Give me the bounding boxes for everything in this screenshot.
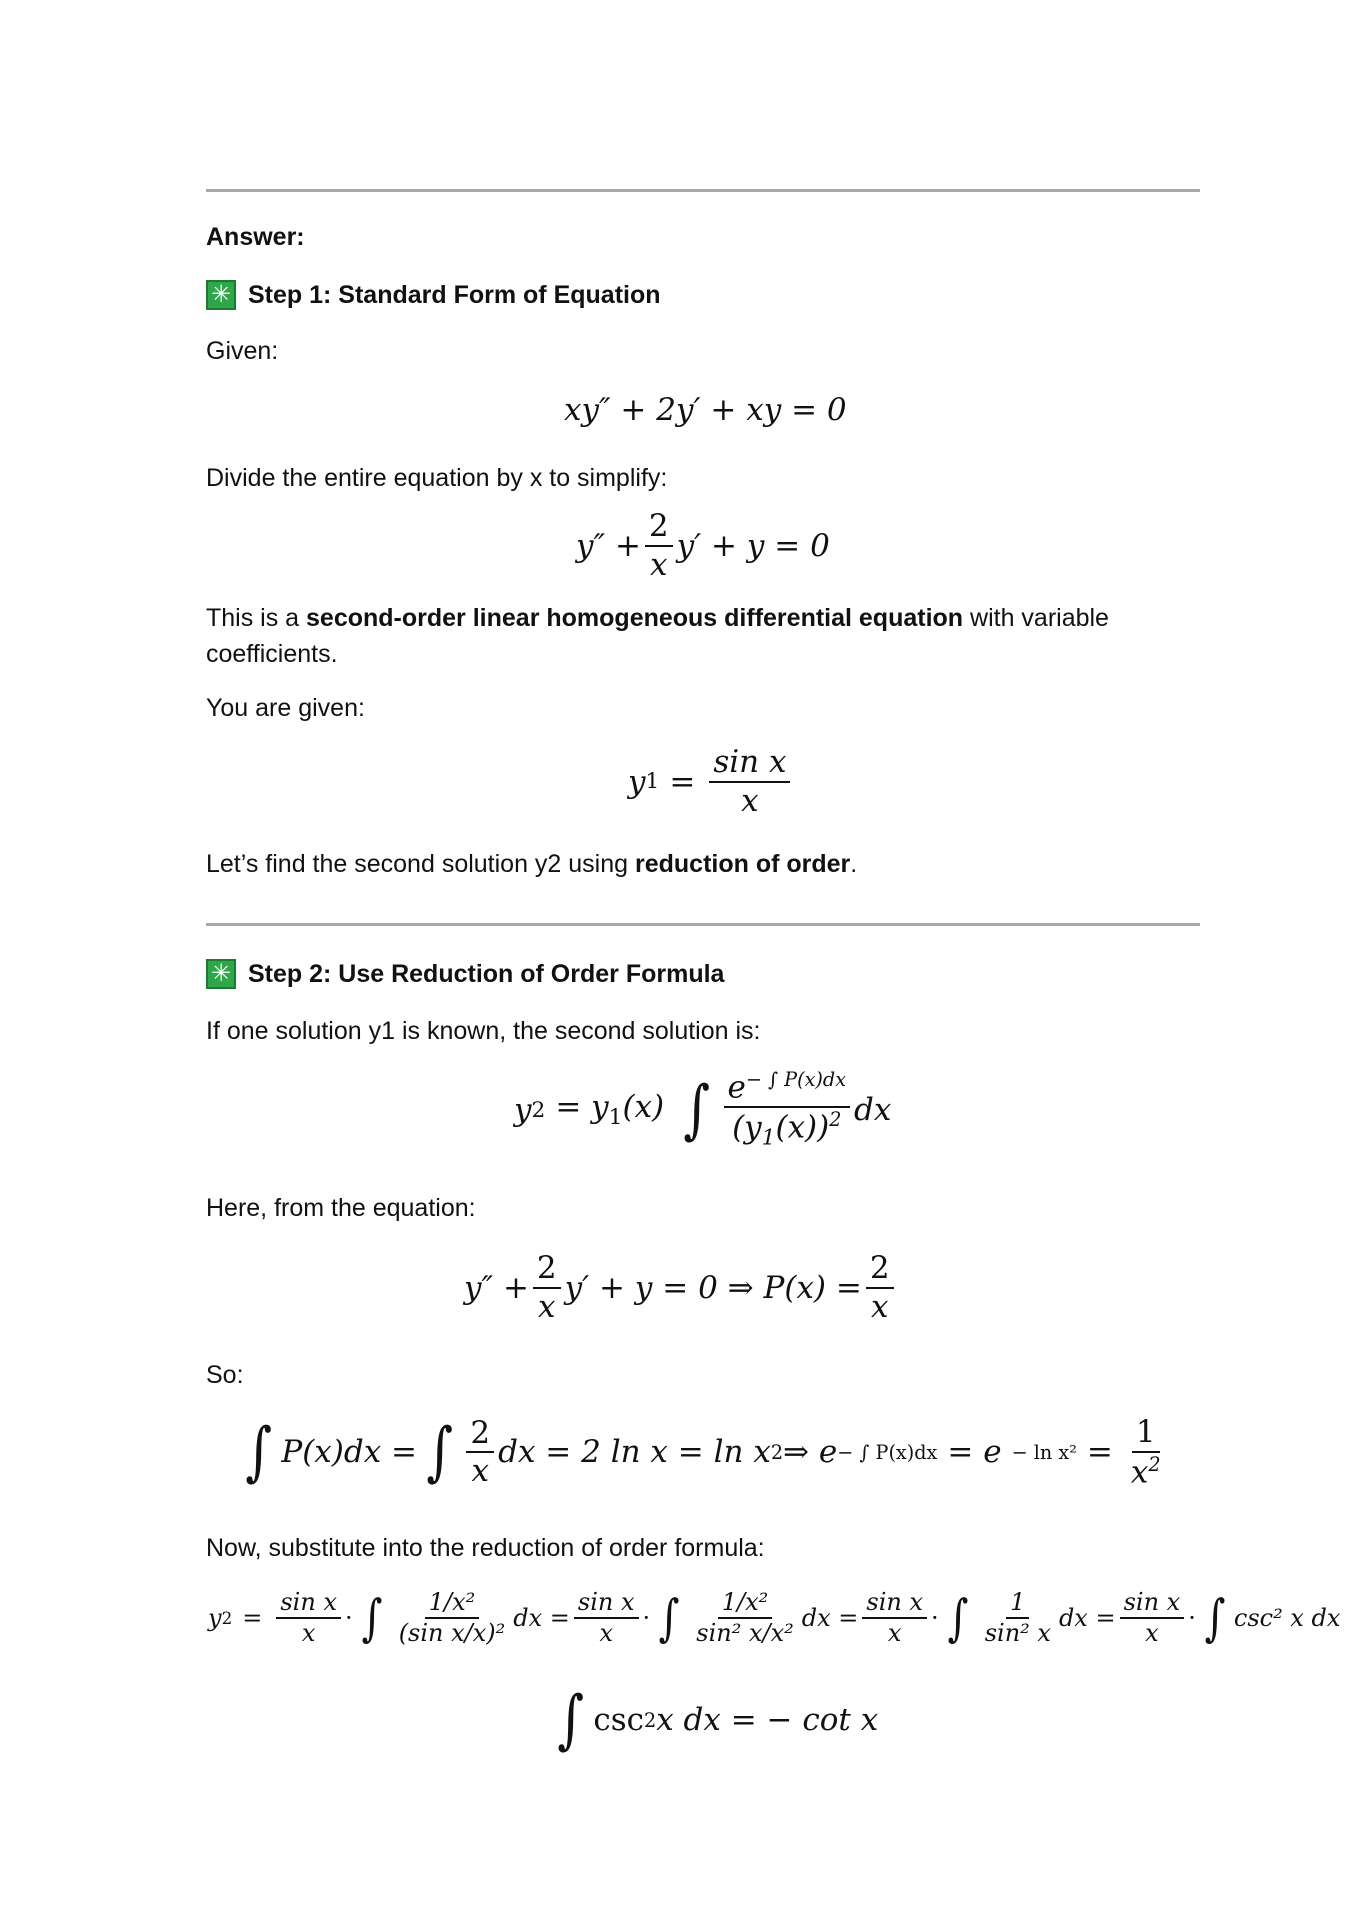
dot-4: · [1188, 1604, 1196, 1633]
integral-sign-icon: ∫ [557, 1683, 585, 1757]
formula-den: (y [732, 1109, 762, 1146]
p-of-x-equation [464, 1252, 898, 1323]
t5-den: x [887, 1619, 902, 1648]
integral-sign-icon: ∫ [1204, 1589, 1226, 1648]
int-line-e: = [1086, 1434, 1113, 1471]
equation-description [206, 600, 1109, 636]
integral-sign-icon: ∫ [361, 1589, 383, 1648]
int-line-den: x [471, 1453, 489, 1490]
equation-standard-form [576, 510, 830, 581]
desc-post: with variable [963, 604, 1109, 632]
sub-eq: = [242, 1604, 263, 1633]
desc-pre: This is a [206, 604, 307, 632]
integral-sign-icon: ∫ [658, 1589, 680, 1648]
formula-eq: = y [555, 1089, 609, 1126]
middle-divider [206, 923, 1200, 926]
equation-original-text: xy″ + 2y′ + xy = 0 [564, 392, 847, 428]
t6-num: 1 [1006, 1590, 1029, 1619]
dot-2: · [642, 1604, 651, 1633]
so-label: So: [206, 1361, 244, 1389]
t6-den: sin² x [984, 1619, 1051, 1648]
formula-y1-sub: 1 [608, 1105, 623, 1131]
int-line-num2: 1 [1132, 1416, 1160, 1453]
t3-num: sin x [574, 1590, 639, 1619]
p-eq-num: 2 [533, 1252, 561, 1289]
y1-eq: = [669, 763, 696, 800]
y1-lhs: y [628, 763, 646, 800]
eq2-frac-num: 2 [645, 510, 673, 547]
t1-num: sin x [276, 1590, 341, 1619]
t2-num: 1/x² [425, 1590, 480, 1619]
reduction-formula [514, 1070, 891, 1150]
substitution-chain [208, 1590, 1340, 1646]
t7-num: sin x [1120, 1590, 1185, 1619]
formula-lhs-sub: 2 [531, 1097, 546, 1123]
sub-tail: csc² x dx [1233, 1604, 1341, 1633]
top-divider [206, 189, 1200, 192]
formula-lhs: y [514, 1092, 532, 1129]
answer-label: Answer: [206, 223, 305, 251]
int-line-den2-sup: 2 [1148, 1452, 1161, 1476]
p-eq-a: y″ + [464, 1269, 529, 1306]
t4-den: sin² x/x² [696, 1619, 794, 1648]
equation-original [564, 392, 847, 428]
find-pre: Let’s find the second solution y2 using [206, 850, 635, 878]
dx-3: dx = [1058, 1604, 1116, 1633]
given-label: Given: [206, 337, 279, 365]
p-eq-fraction2 [866, 1252, 894, 1323]
integral-sign-icon: ∫ [683, 1073, 711, 1148]
reduction-intro [206, 846, 857, 882]
equation-y1 [628, 746, 794, 817]
p-eq-den2: x [870, 1288, 889, 1325]
int-line-d: = e [947, 1434, 1002, 1471]
int-line-den2: x [1130, 1453, 1149, 1490]
formula-den-tail: (x)) [775, 1109, 830, 1146]
t2-den: (sin x/x)² [398, 1619, 506, 1648]
given-solution-label: You are given: [206, 694, 365, 722]
formula-dx: dx [854, 1092, 892, 1129]
int-line-fraction [466, 1414, 494, 1490]
y1-num: sin x [709, 746, 790, 783]
dx-1: dx = [513, 1604, 570, 1633]
formula-y1-arg: (x) [622, 1089, 665, 1126]
csc-integral-result [548, 1683, 879, 1757]
sub-lhs-sub: 2 [221, 1608, 233, 1629]
eq2-lhs-b: y′ + y = 0 [676, 527, 830, 564]
y1-lhs-sub: 1 [645, 769, 660, 795]
formula-den-sub: 1 [761, 1125, 776, 1151]
step1-heading [206, 278, 661, 312]
formula-num-sup: − ∫ P(x)dx [745, 1068, 847, 1091]
t3-den: x [599, 1619, 613, 1648]
integral-sign-icon: ∫ [947, 1589, 969, 1648]
y1-fraction [709, 746, 790, 817]
t1-den: x [301, 1619, 316, 1648]
p-eq-num2: 2 [866, 1252, 894, 1289]
t5-num: sin x [862, 1590, 927, 1619]
step2-heading [206, 957, 724, 991]
sub-lhs: y [208, 1604, 222, 1633]
int-line-c-sup: − ∫ P(x)dx [837, 1440, 938, 1464]
second-solution-intro: If one solution y1 is known, the second solution is: [206, 1017, 761, 1045]
star-badge-icon: ✳ [206, 959, 236, 989]
formula-num: e [727, 1069, 746, 1106]
int-line-c: ⇒ e [783, 1434, 838, 1471]
int-line-d-sup: − ln x² [1011, 1440, 1077, 1464]
p-eq-den: x [538, 1288, 556, 1325]
dx-2: dx = [801, 1604, 859, 1633]
int-line-num: 2 [466, 1417, 494, 1454]
y1-den: x [741, 782, 759, 819]
substitute-instruction: Now, substitute into the reduction of order formula: [206, 1534, 765, 1562]
int-line-b-sup: 2 [770, 1440, 784, 1464]
integral-sign-icon: ∫ [245, 1415, 273, 1490]
formula-fraction [724, 1070, 851, 1150]
csc-a: csc [593, 1702, 644, 1738]
t7-den: x [1145, 1619, 1159, 1648]
formula-den-sup: 2 [829, 1107, 842, 1131]
csc-a-sup: 2 [643, 1708, 657, 1732]
int-line-fraction2 [1127, 1416, 1165, 1488]
integral-evaluation [236, 1416, 1169, 1488]
dot-1: · [344, 1604, 353, 1633]
integral-sign-icon: ∫ [426, 1415, 454, 1490]
find-bold: reduction of order [635, 850, 851, 878]
desc-bold: second-order linear homogeneous differential equation [306, 604, 964, 632]
int-line-a: P(x)dx = [281, 1434, 418, 1471]
step2-title: Step 2: Use Reduction of Order Formula [248, 960, 725, 988]
equation-description-line2: coefficients. [206, 640, 338, 668]
divide-instruction: Divide the entire equation by x to simplify: [206, 464, 668, 492]
int-line-b: dx = 2 ln x = ln x [498, 1434, 771, 1471]
step1-title: Step 1: Standard Form of Equation [248, 281, 661, 309]
csc-b: x dx = − cot x [656, 1702, 879, 1738]
star-badge-icon: ✳ [206, 280, 236, 310]
eq2-fraction [645, 510, 673, 581]
t4-num: 1/x² [718, 1590, 773, 1619]
dot-3: · [931, 1604, 939, 1633]
eq2-lhs-a: y″ + [576, 527, 641, 564]
find-post: . [850, 850, 858, 878]
here-label: Here, from the equation: [206, 1194, 476, 1222]
eq2-frac-den: x [650, 546, 668, 583]
p-eq-b: y′ + y = 0 ⇒ P(x) = [564, 1269, 862, 1306]
p-eq-fraction1 [533, 1252, 561, 1323]
